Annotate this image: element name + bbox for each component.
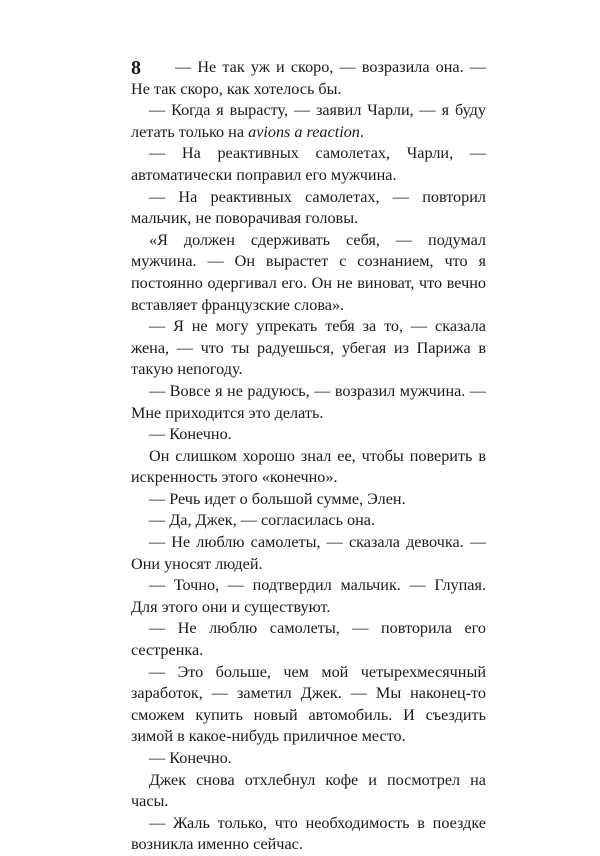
- paragraph: Он слишком хорошо знал ее, чтобы поверить в искренность этого «конечно».: [131, 446, 486, 487]
- paragraph: Джек снова отхлебнул кофе и посмотрел на часы.: [131, 770, 486, 811]
- paragraph: — Жаль только, что необходимость в поездке возникла именно сейчас.: [131, 813, 486, 854]
- paragraph: — Не люблю самолеты, — сказала девочка. — Они уносят людей.: [131, 533, 486, 573]
- paragraph: «Я должен сдерживать себя, — подумал мужчина. — Он вырастет с сознанием, что я постоянно одергивал его. Он не виноват, что вечно вставляет французские слова».: [131, 230, 486, 314]
- paragraph: — На реактивных самолетах, — повторил мальчик, не поворачивая головы.: [131, 187, 486, 228]
- paragraph: — Речь идет о большой сумме, Элен.: [149, 489, 406, 508]
- paragraph: — Когда я вырасту, — заявил Чарли, — я буду летать только на avions a reaction.: [131, 101, 486, 141]
- paragraph: — Точно, — подтвердил мальчик. — Глупая. Для этого они и существуют.: [131, 576, 486, 616]
- french-phrase: avions a reaction: [248, 122, 360, 141]
- paragraph: — Это больше, чем мой четырехмесячный заработок, — заметил Джек. — Мы наконец-то сможем купить новый автомобиль. И съездить зимой в какое-нибудь приличное место.: [131, 662, 486, 746]
- paragraph: — Конечно.: [149, 425, 232, 444]
- body-text: [131, 57, 486, 856]
- paragraph: — Конечно.: [149, 749, 232, 767]
- paragraph: — Не так уж и скоро, — возразила она. — Не так скоро, как хотелось бы.: [131, 58, 486, 98]
- paragraph: — Не люблю самолеты, — повторила его сестренка.: [131, 619, 486, 660]
- paragraph: — Вовсе я не радуюсь, — возразил мужчина. — Мне приходится это делать.: [131, 381, 486, 422]
- paragraph: — На реактивных самолетах, Чарли, — автоматически поправил его мужчина.: [131, 144, 486, 184]
- page-number: 8: [131, 57, 141, 79]
- paragraph: — Да, Джек, — согласилась она.: [149, 511, 376, 530]
- paragraph: — Я не могу упрекать тебя за то, — сказала жена, — что ты радуешься, убегая из Парижа в такую непогоду.: [131, 317, 486, 379]
